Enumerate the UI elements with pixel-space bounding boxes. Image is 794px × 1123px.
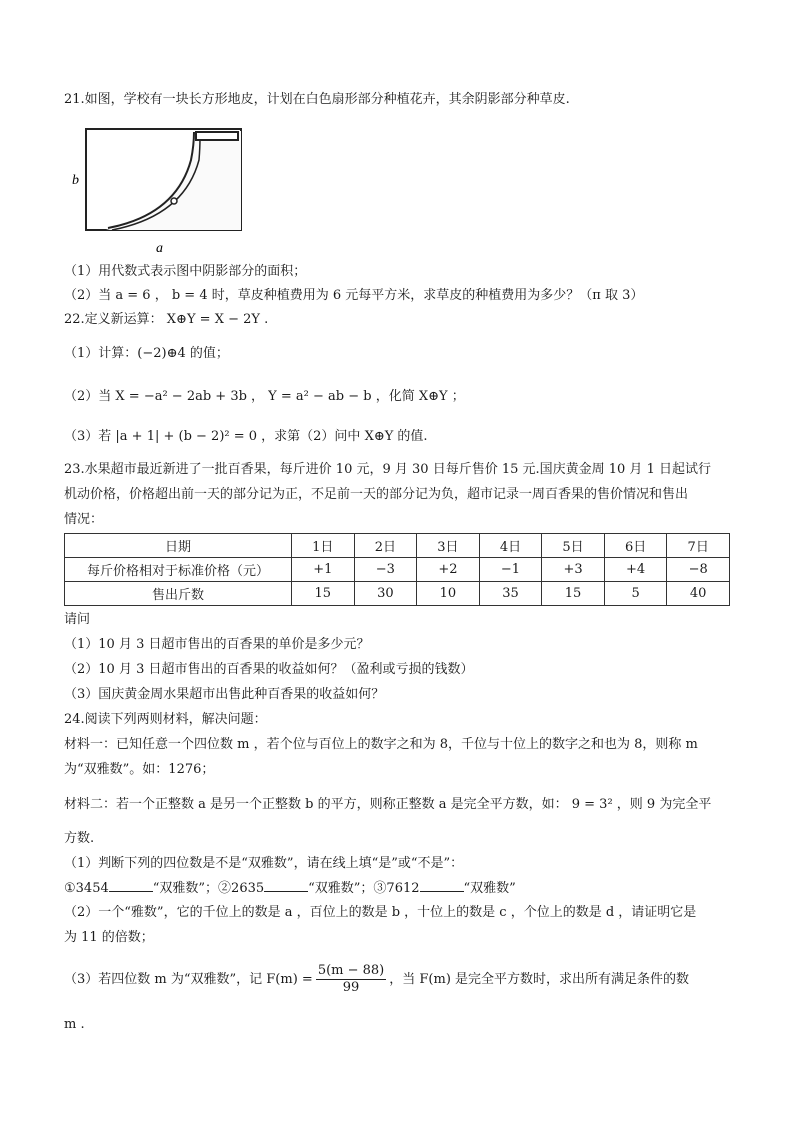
item2-number: “双雅数”；②2635: [152, 881, 265, 896]
q24-part3: [64, 963, 689, 997]
q23-stem-line2: 机动价格，价格超出前一天的部分记为正，不足前一天的部分记为负，超市记录一周百香果的售价情况和售出: [64, 487, 689, 502]
table-cell: +4: [604, 558, 667, 582]
q21-rectangle-figure: [66, 120, 256, 260]
q23-ask: 请问: [64, 612, 91, 627]
table-cell: +2: [417, 558, 480, 582]
q23-stem-line1: 23.水果超市最近新进了一批百香果，每斤进价 10 元，9 月 30 日每斤售价 15 元.国庆黄金周 10 月 1 日起试行: [64, 462, 711, 477]
q22-part2: （2）当 X = −a² − 2ab + 3b ， Y = a² − ab − b ，化简 X⊕Y ；: [64, 389, 465, 404]
q21-part2: （2）当 a = 6 ， b = 4 时，草皮种植费用为 6 元每平方米，求草皮的种植费用为多少？（π 取 3）: [64, 288, 644, 303]
q24-material1-line2: 为“双雅数”。如：1276；: [64, 762, 215, 777]
table-cell: 5: [604, 582, 667, 606]
table-day: 3日: [417, 534, 480, 558]
fraction-denominator: 99: [342, 980, 360, 995]
table-sold-label: 售出斤数: [65, 582, 292, 606]
table-cell: 35: [479, 582, 542, 606]
table-cell: 40: [667, 582, 730, 606]
part3-post: ，当 F(m) 是完全平方数时，求出所有满足条件的数: [389, 972, 690, 987]
fraction: [316, 963, 386, 996]
table-price-row: [65, 558, 730, 582]
table-price-label: 每斤价格相对于标准价格（元）: [65, 558, 292, 582]
table-header-row: [65, 534, 730, 558]
table-cell: +1: [292, 558, 355, 582]
table-day: 2日: [354, 534, 417, 558]
table-cell: 15: [542, 582, 605, 606]
q24-material2-line2: 方数.: [64, 831, 95, 846]
item3-number: “双雅数”；③7612: [308, 881, 420, 896]
item1-number: ①3454: [64, 881, 109, 896]
q24-part1: （1）判断下列的四位数是不是“双雅数”，请在线上填“是”或“不是”：: [64, 856, 464, 871]
table-cell: −1: [479, 558, 542, 582]
label-a: a: [156, 241, 163, 256]
table-day: 6日: [604, 534, 667, 558]
q23-part1: （1）10 月 3 日超市售出的百香果的单价是多少元？: [64, 637, 370, 652]
fraction-numerator: 5(m − 88): [317, 963, 385, 978]
label-b: b: [72, 173, 79, 188]
q22-part1: （1）计算：(−2)⊕4 的值；: [64, 346, 229, 361]
q21-stem: 21.如图，学校有一块长方形地皮，计划在白色扇形部分种植花卉，其余阴影部分种草皮.: [64, 92, 570, 107]
table-sold-row: [65, 582, 730, 606]
price-table: [64, 533, 730, 606]
answer-blank-3[interactable]: [420, 879, 464, 892]
q24-material2-line1: 材料二：若一个正整数 a 是另一个正整数 b 的平方，则称正整数 a 是完全平方数，如： 9 = 3² ，则 9 为完全平: [64, 797, 712, 812]
q23-part2: （2）10 月 3 日超市售出的百香果的收益如何？（盈利或亏损的钱数）: [64, 662, 474, 677]
item-tail: “双雅数”: [463, 881, 516, 896]
q24-material1-line1: 材料一：已知任意一个四位数 m ，若个位与百位上的数字之和为 8，千位与十位上的数字之和也为 8，则称 m: [64, 737, 698, 752]
q24-items: [64, 879, 516, 898]
table-cell: 30: [354, 582, 417, 606]
q24-stem: 24.阅读下列两则材料，解决问题：: [64, 712, 267, 727]
answer-blank-2[interactable]: [264, 879, 308, 892]
q23-stem-line3: 情况：: [64, 512, 104, 527]
table-cell: 10: [417, 582, 480, 606]
answer-blank-1[interactable]: [109, 879, 153, 892]
q23-part3: （3）国庆黄金周水果超市出售此种百香果的收益如何？: [64, 687, 385, 702]
table-header-label: 日期: [65, 534, 292, 558]
table-day: 1日: [292, 534, 355, 558]
q24-part3-end: m .: [64, 1017, 85, 1032]
q22-stem: 22.定义新运算： X⊕Y = X − 2Y .: [64, 312, 269, 327]
table-cell: 15: [292, 582, 355, 606]
table-day: 4日: [479, 534, 542, 558]
q21-part1: （1）用代数式表示图中阴影部分的面积；: [64, 264, 307, 279]
q24-part2-line1: （2）一个“雅数”，它的千位上的数是 a ，百位上的数是 b ，十位上的数是 c ，个位上的数是 d ，请证明它是: [64, 905, 697, 920]
q24-part2-line2: 为 11 的倍数；: [64, 930, 154, 945]
table-day: 5日: [542, 534, 605, 558]
table-day: 7日: [667, 534, 730, 558]
part3-pre: （3）若四位数 m 为“双雅数”，记 F(m) =: [64, 972, 313, 987]
table-cell: −3: [354, 558, 417, 582]
q22-part3: （3）若 |a + 1| + (b − 2)² = 0 ，求第（2）问中 X⊕Y 的值.: [64, 429, 428, 444]
table-cell: +3: [542, 558, 605, 582]
table-cell: −8: [667, 558, 730, 582]
